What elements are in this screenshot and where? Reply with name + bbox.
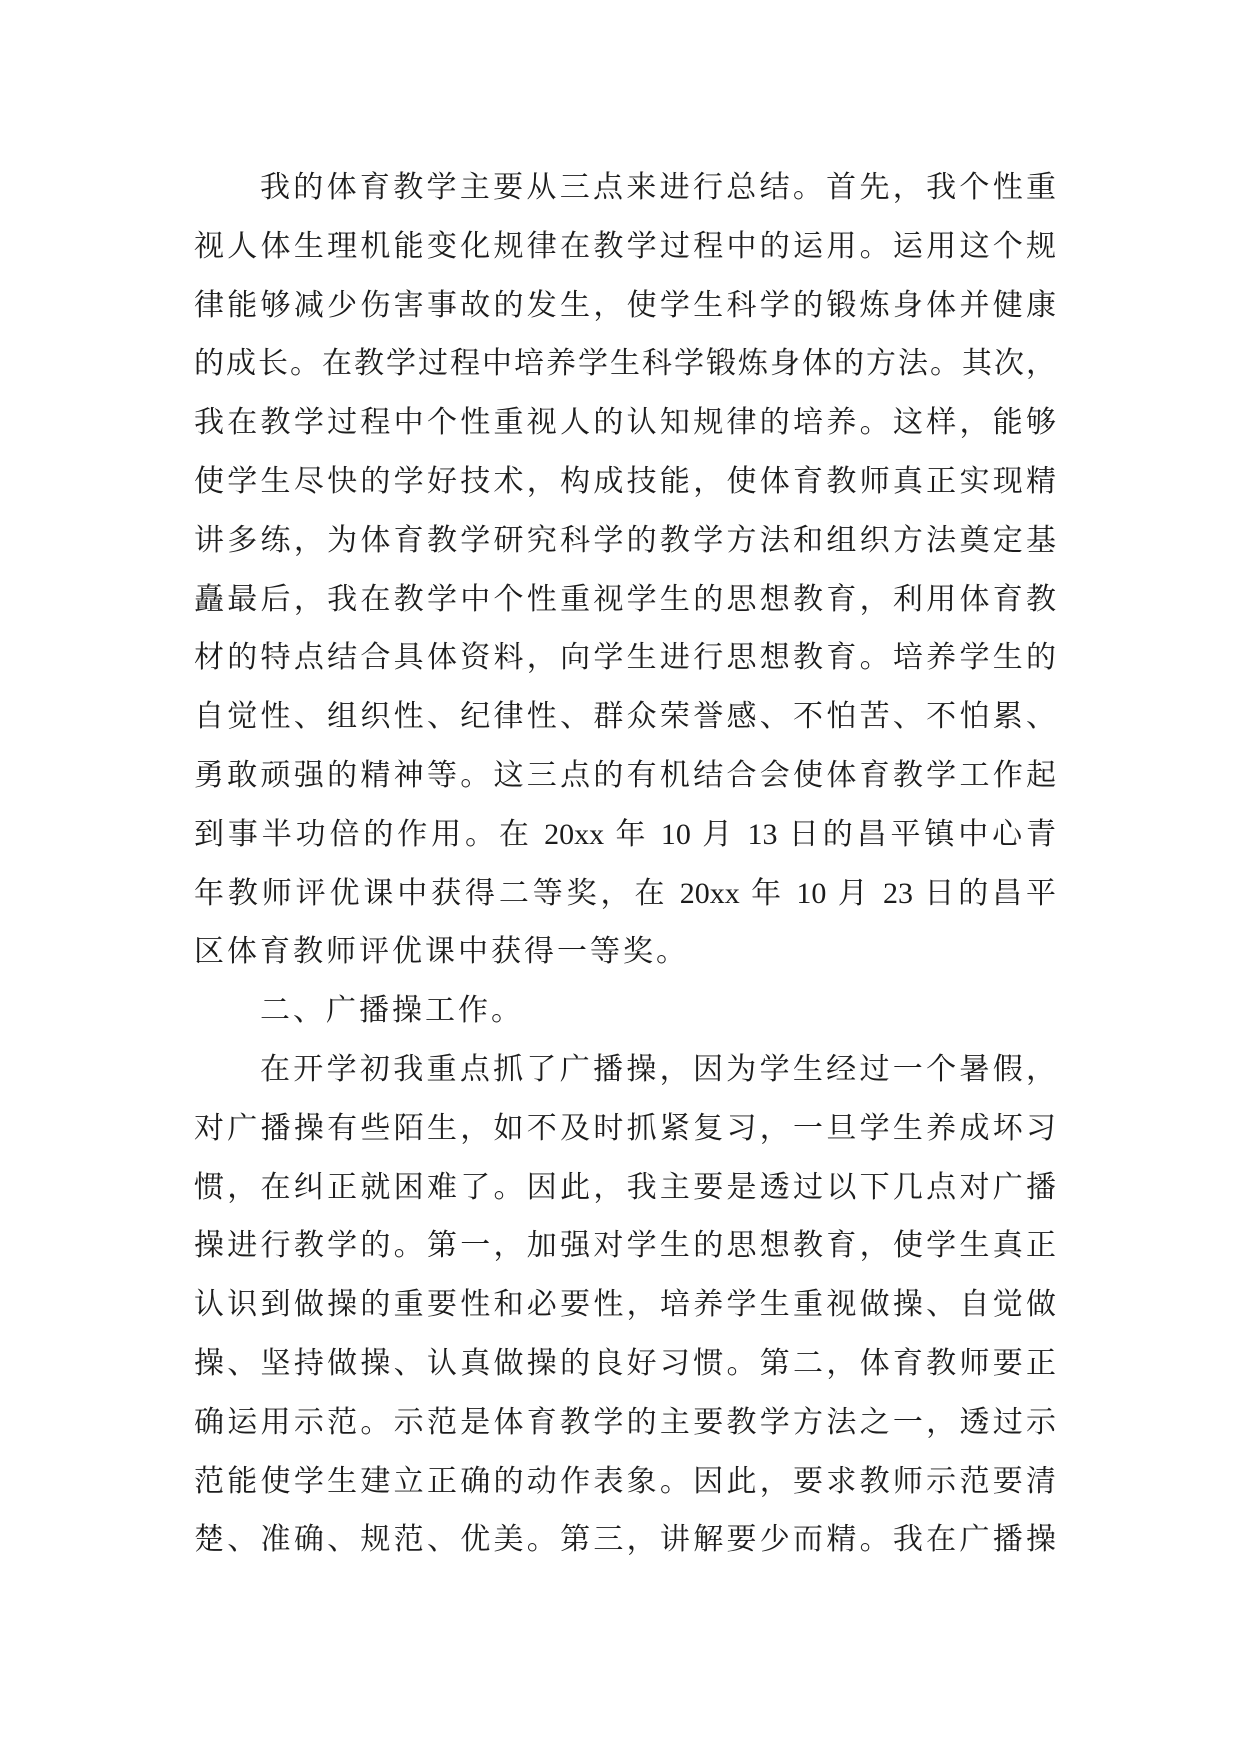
text-line: 对广播操有些陌生，如不及时抓紧复习，一旦学生养成坏习: [194, 1111, 1056, 1145]
paragraph-broadcast-exercise: [194, 1041, 1056, 1570]
text-line: 操、坚持做操、认真做操的良好习惯。第二，体育教师要正: [194, 1346, 1056, 1380]
text-line: 的成长。在教学过程中培养学生科学锻炼身体的方法。其次，: [194, 347, 1056, 381]
text-line: 使学生尽快的学好技术，构成技能，使体育教师真正实现精: [194, 464, 1056, 498]
text-line: 惯，在纠正就困难了。因此，我主要是透过以下几点对广播: [194, 1170, 1056, 1204]
text-line: 到事半功倍的作用。在 20xx 年 10 月 13 日的昌平镇中心青: [194, 817, 1056, 851]
text-line: 认识到做操的重要性和必要性，培养学生重视做操、自觉做: [194, 1288, 1056, 1322]
text-line: 在开学初我重点抓了广播操，因为学生经过一个暑假，: [260, 1052, 1056, 1086]
text-line: 楚、准确、规范、优美。第三，讲解要少而精。我在广播操: [194, 1523, 1056, 1557]
text-line: 勇敢顽强的精神等。这三点的有机结合会使体育教学工作起: [194, 758, 1056, 792]
text-line: 矗最后，我在教学中个性重视学生的思想教育，利用体育教: [194, 582, 1056, 616]
text-line: 操进行教学的。第一，加强对学生的思想教育，使学生真正: [194, 1229, 1056, 1263]
text-line: 区体育教师评优课中获得一等奖。: [194, 935, 689, 969]
text-line: 材的特点结合具体资料，向学生进行思想教育。培养学生的: [194, 641, 1056, 675]
text-line: 年教师评优课中获得二等奖，在 20xx 年 10 月 23 日的昌平: [194, 876, 1056, 910]
text-line: 确运用示范。示范是体育教学的主要教学方法之一，透过示: [194, 1405, 1056, 1439]
text-line: 视人体生理机能变化规律在教学过程中的运用。运用这个规: [194, 229, 1056, 263]
section-heading-broadcast-exercise: [194, 982, 1056, 1041]
text-line: 我的体育教学主要从三点来进行总结。首先，我个性重: [260, 171, 1056, 204]
text-line: 我在教学过程中个性重视人的认知规律的培养。这样，能够: [194, 406, 1056, 440]
paragraph-teaching-summary: [194, 159, 1056, 982]
text-line: 范能使学生建立正确的动作表象。因此，要求教师示范要清: [194, 1464, 1056, 1498]
section-heading: 二、广播操工作。: [260, 994, 524, 1028]
text-line: 律能够减少伤害事故的发生，使学生科学的锻炼身体并健康: [194, 288, 1056, 322]
document-body: [194, 159, 1056, 1570]
text-line: 讲多练，为体育教学研究科学的教学方法和组织方法奠定基: [194, 523, 1056, 557]
text-line: 自觉性、组织性、纪律性、群众荣誉感、不怕苦、不怕累、: [194, 700, 1056, 734]
